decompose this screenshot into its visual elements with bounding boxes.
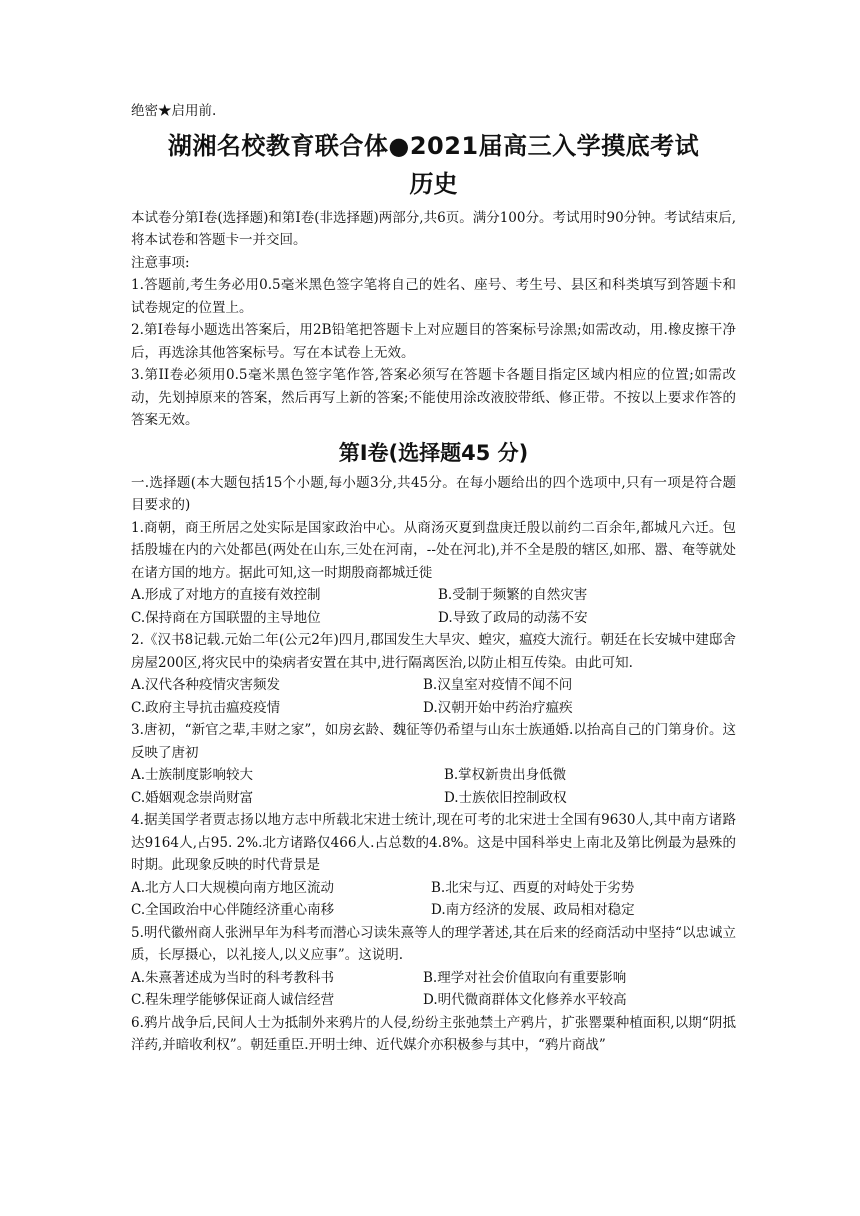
option-a: A.士族制度影响较大 — [131, 767, 254, 783]
question-6 — [131, 1012, 736, 1057]
option-c: C.婚姻观念崇尚财富 — [131, 789, 254, 806]
option-row — [131, 989, 736, 1012]
option-d: D.导致了政局的动荡不安 — [438, 609, 588, 626]
notice-item: 3.第II卷必须用0.5毫米黑色签字笔作答,答案必须写在答题卡各题目指定区域内相应的位置;如需改动，先划掉原来的答案，然后再写上新的答案;不能使用涂改液胶带纸、修正带。不按以上要求作答的答案无效。 — [131, 367, 736, 428]
option-d: D.明代微商群体文化修养水平较高 — [423, 992, 627, 1008]
option-a: A.汉代各种疫情灾害频发 — [131, 677, 281, 693]
option-c: C.程朱理学能够保证商人诚信经营 — [131, 992, 335, 1008]
question-2 — [131, 629, 736, 719]
confidential-mark: 绝密★启用前. — [131, 103, 217, 119]
option-d: D.士族依旧控制政权 — [443, 789, 567, 806]
option-b: B.掌权新贵出身低微 — [443, 767, 567, 783]
question-1 — [131, 517, 736, 630]
notice-item: 1.答题前,考生务必用0.5毫米黑色签字笔将自己的姓名、座号、考生号、县区和科类填写到答题卡和试卷规定的位置上。 — [131, 277, 736, 316]
exam-title: 湖湘名校教育联合体●2021届高三入学摸底考试 — [167, 131, 700, 160]
option-b: B.汉皇室对疫情不闻不问 — [423, 677, 573, 693]
exam-page — [131, 100, 736, 1057]
notice-heading: 注意事项: — [131, 254, 190, 271]
option-row — [131, 764, 736, 787]
option-c: C.全国政治中心伴随经济重心南移 — [131, 902, 335, 918]
question-3 — [131, 719, 736, 809]
option-row — [131, 967, 736, 990]
option-a: A.北方人口大规模向南方地区流动 — [131, 879, 335, 896]
option-row — [131, 899, 736, 922]
section-instruction: 一.选择题(本大题包括15个小题,每小题3分,共45分。在每小题给出的四个选项中,只有一项是符合题目要求的) — [131, 474, 736, 513]
subject-title: 历史 — [409, 169, 458, 198]
section-title: 第I卷(选择题45 分) — [338, 440, 529, 465]
intro-text: 本试卷分第I卷(选择题)和第I卷(非选择题)两部分,共6页。满分100分。考试用时90分钟。考试结束后,将本试卷和答题卡一并交回。 — [131, 209, 736, 248]
option-row — [131, 674, 736, 697]
question-stem: 5.明代徽州商人张洲早年为科考而潜心习读朱熹等人的理学著述,其在后来的经商活动中坚持“以忠诚立质，长厚摄心，以礼接人,以义应事”。这说明. — [131, 924, 736, 963]
option-a: A.形成了对地方的直接有效控制 — [131, 587, 321, 603]
question-5 — [131, 922, 736, 1012]
notice-item: 2.第I卷每小题选出答案后，用2B铅笔把答题卡上对应题目的答案标号涂黑;如需改动，用.橡皮擦干净后，再选涂其他答案标号。写在本试卷上无效。 — [131, 322, 736, 361]
question-stem: 3.唐初，“新官之辈,丰财之家”，如房玄龄、魏征等仍希望与山东士族通婚.以抬高自己的门第身价。这反映了唐初 — [131, 722, 736, 761]
question-stem: 2.《汉书8记载.元始二年(公元2年)四月,郡国发生大旱灾、蝗灾，瘟疫大流行。朝廷在长安城中建邸舍房屋200区,将灾民中的染病者安置在其中,进行隔离医治,以防止相互传染。由此可知. — [131, 632, 736, 671]
question-stem: 1.商朝，商王所居之处实际是国家政治中心。从商汤灭夏到盘庚迁殷以前约二百余年,都城凡六迁。包括殷墟在内的六处都邑(两处在山东,三处在河南，--处在河北),并不全是殷的辖区,如邢、嚣、奄等就处在诸方国的地方。据此可知,这一时期殷商都城迁徙 — [131, 519, 736, 581]
option-d: D.汉朝开始中药治疗瘟疾 — [423, 699, 573, 716]
option-row — [131, 787, 736, 810]
option-b: B.受制于频繁的自然灾害 — [438, 587, 588, 603]
option-c: C.保持商在方国联盟的主导地位 — [131, 609, 321, 626]
option-a: A.朱熹著述成为当时的科考教科书 — [131, 969, 335, 986]
option-row — [131, 584, 736, 607]
option-d: D.南方经济的发展、政局相对稳定 — [431, 902, 635, 918]
option-b: B.理学对社会价值取向有重要影响 — [423, 969, 627, 986]
question-stem: 6.鸦片战争后,民间人士为抵制外来鸦片的人侵,纷纷主张弛禁土产鸦片，扩张罂粟种植面积,以期“阴抵洋药,并暗收利权”。朝廷重臣.开明士绅、近代媒介亦积极参与其中，“鸦片商战” — [131, 1014, 736, 1053]
option-row — [131, 877, 736, 900]
question-4 — [131, 809, 736, 922]
option-c: C.政府主导抗击瘟疫疫情 — [131, 699, 281, 716]
option-row — [131, 697, 736, 720]
option-b: B.北宋与辽、西夏的对峙处于劣势 — [431, 879, 635, 896]
option-row — [131, 607, 736, 630]
question-stem: 4.据美国学者贾志扬以地方志中所载北宋进士统计,现在可考的北宋进士全国有9630人,其中南方诸路达9164人,占95. 2%.北方诸路仅466人.占总数的4.8%。这是中国科举史上南北及第比例最为悬殊的时期。此现象反映的时代背景是 — [131, 812, 736, 873]
